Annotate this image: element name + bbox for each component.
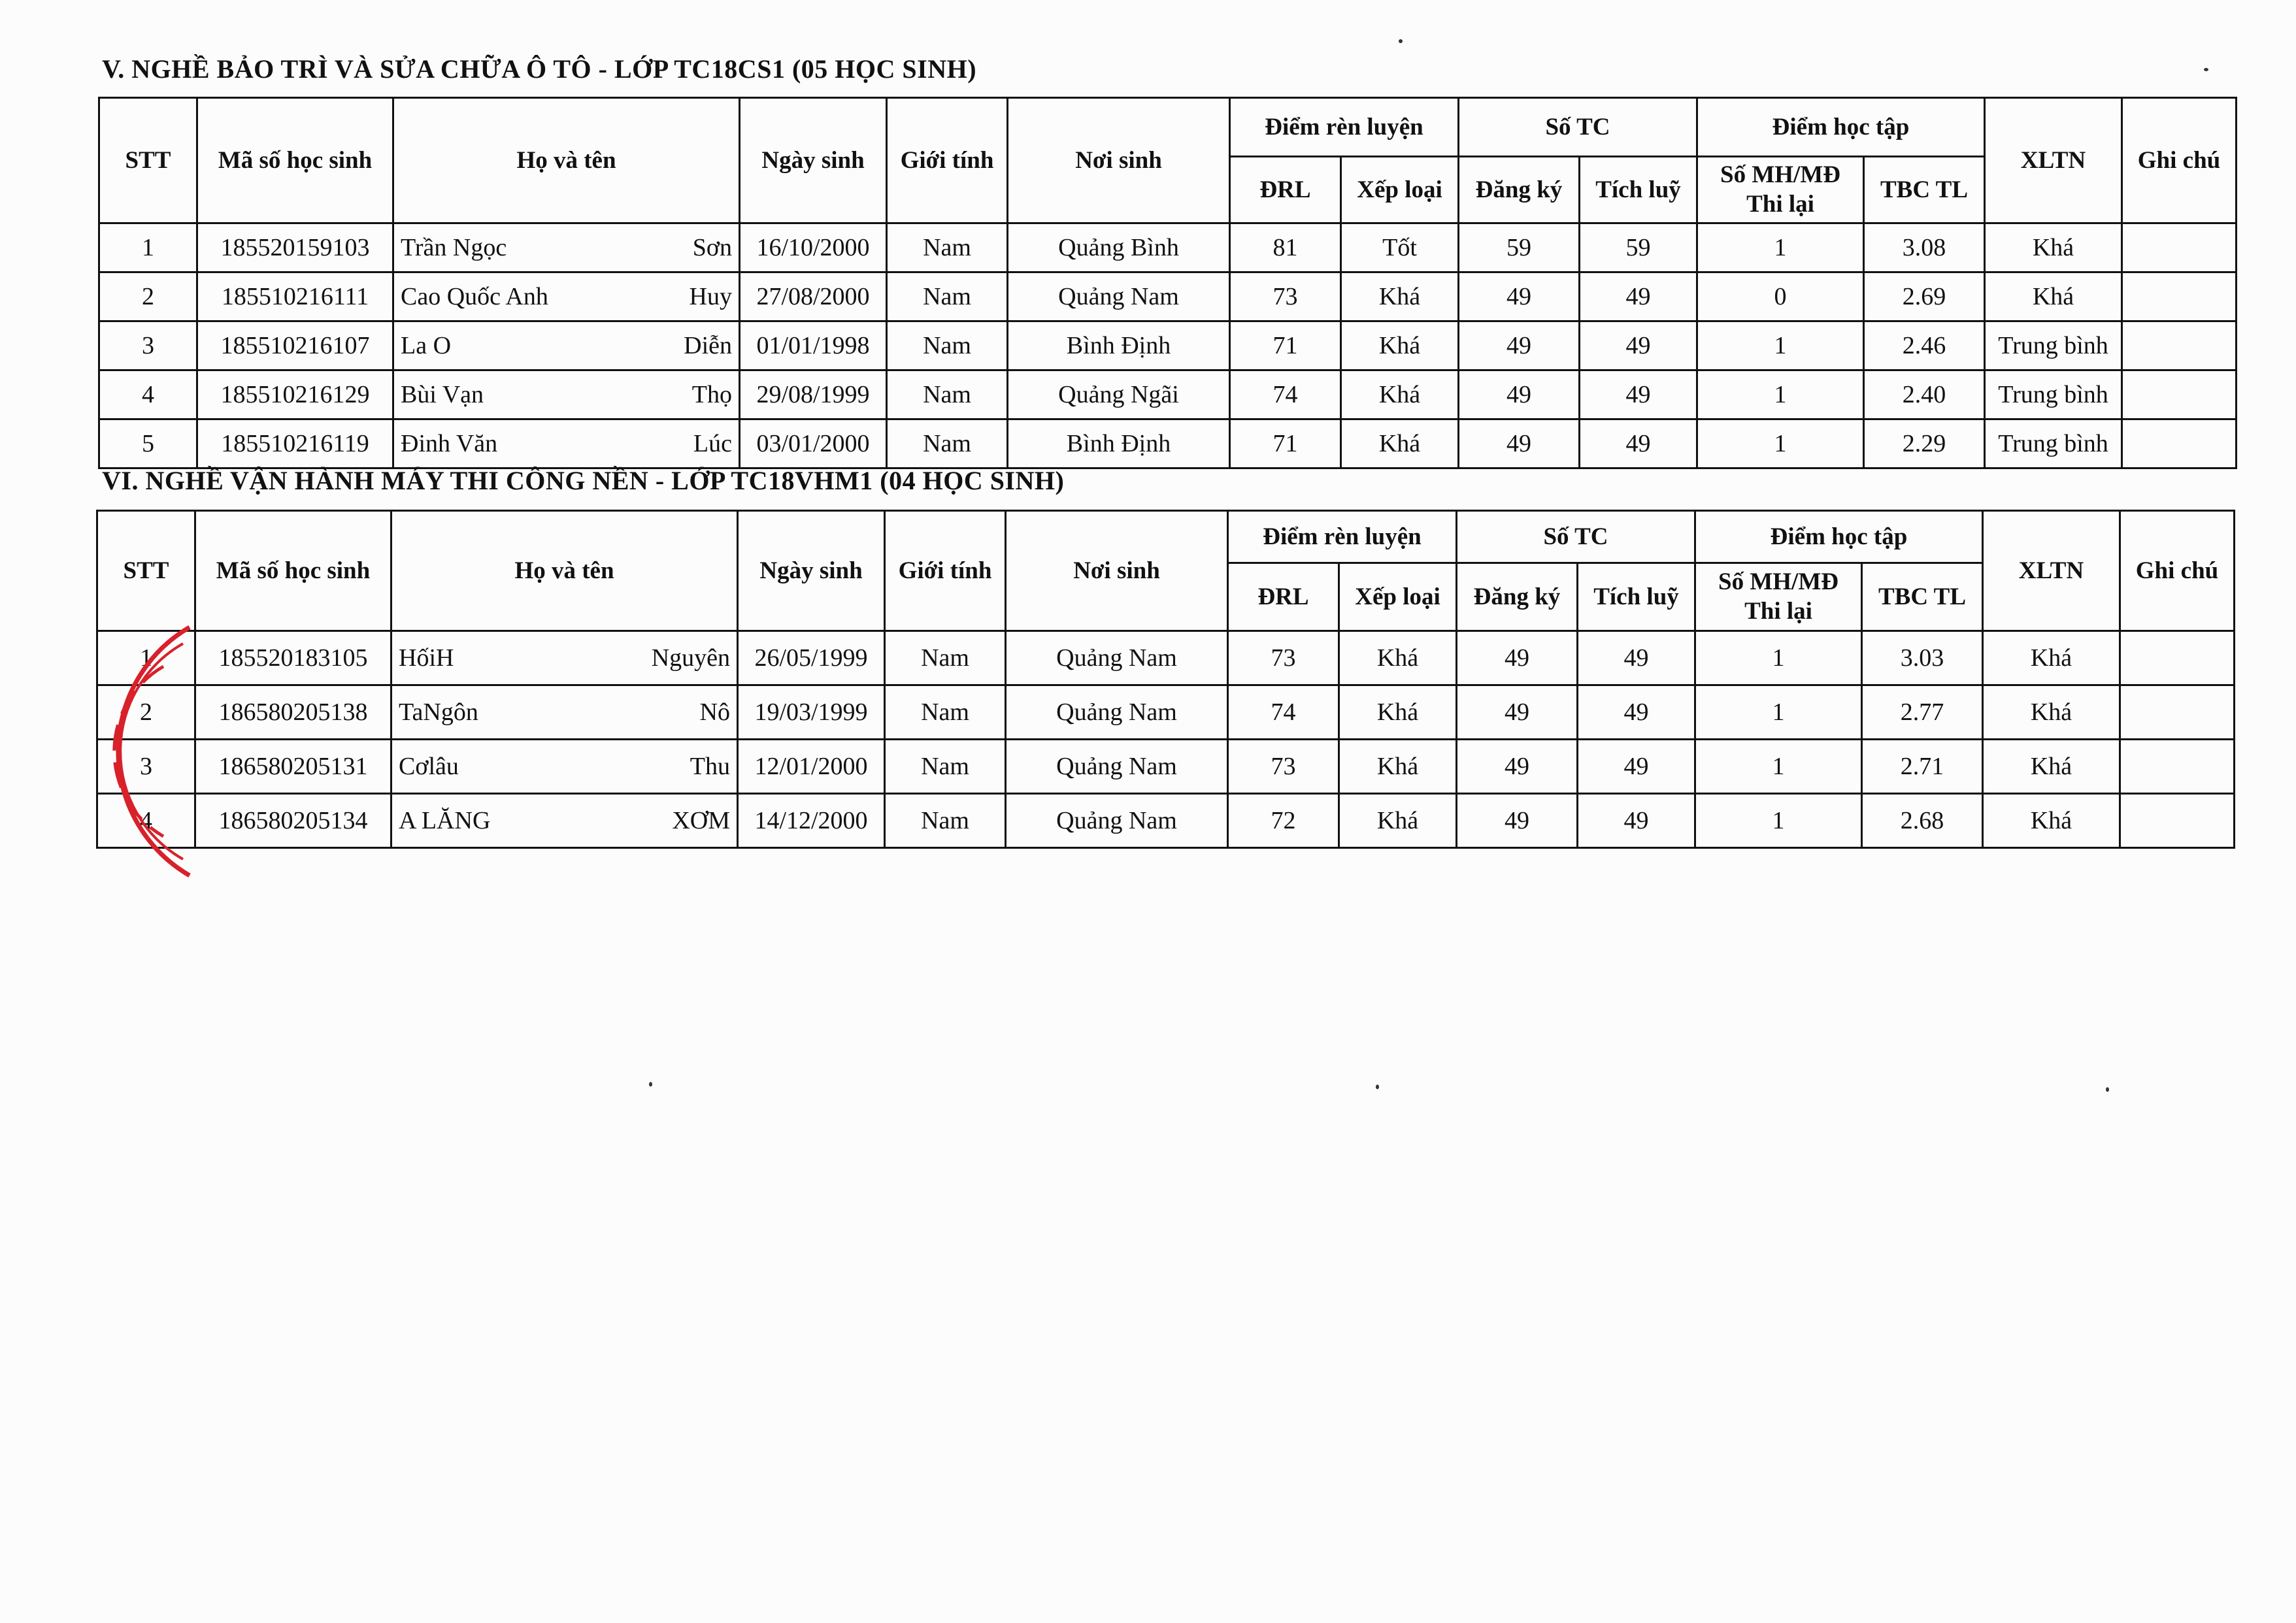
header-dob: Ngày sinh: [740, 98, 887, 223]
cell-gender: Nam: [887, 272, 1008, 321]
cell-xltn: Trung bình: [1985, 321, 2122, 370]
cell-first-name: Nô: [699, 698, 730, 726]
cell-xltn: Khá: [1985, 223, 2122, 272]
cell-retake: 1: [1697, 370, 1864, 419]
cell-reg: 49: [1459, 321, 1580, 370]
scan-speck: [1376, 1085, 1379, 1089]
cell-last-middle-name: La O: [401, 332, 452, 359]
header-xltn: XLTN: [1983, 511, 2120, 631]
cell-gender: Nam: [887, 223, 1008, 272]
cell-retake: 1: [1697, 321, 1864, 370]
cell-dob: 01/01/1998: [740, 321, 887, 370]
cell-rank: Khá: [1341, 321, 1459, 370]
cell-note: [2120, 631, 2235, 685]
section-6-title: VI. NGHỀ VẬN HÀNH MÁY THI CÔNG NỀN - LỚP TC18VHM1 (04 HỌC SINH): [102, 466, 1065, 495]
cell-stt: 1: [99, 223, 197, 272]
cell-first-name: Huy: [689, 283, 732, 310]
cell-retake: 1: [1695, 794, 1862, 848]
header-birthplace: Nơi sinh: [1008, 98, 1230, 223]
cell-gender: Nam: [885, 631, 1006, 685]
scan-speck: [1399, 39, 1403, 43]
cell-note: [2122, 321, 2237, 370]
cell-place: Quảng Nam: [1006, 631, 1228, 685]
header-dob: Ngày sinh: [738, 511, 885, 631]
cell-gpa: 2.69: [1864, 272, 1985, 321]
cell-dob: 03/01/2000: [740, 419, 887, 468]
cell-dob: 26/05/1999: [738, 631, 885, 685]
cell-last-middle-name: Cơlâu: [399, 753, 459, 780]
cell-reg: 59: [1459, 223, 1580, 272]
cell-place: Quảng Bình: [1008, 223, 1230, 272]
cell-xltn: Khá: [1983, 794, 2120, 848]
header-credits-group: Số TC: [1459, 98, 1697, 157]
cell-acc: 49: [1578, 794, 1695, 848]
cell-id: 185510216107: [197, 321, 393, 370]
cell-id: 185510216111: [197, 272, 393, 321]
cell-first-name: XƠM: [672, 807, 730, 834]
header-birthplace: Nơi sinh: [1006, 511, 1228, 631]
cell-note: [2122, 223, 2237, 272]
cell-gpa: 2.68: [1862, 794, 1983, 848]
cell-full-name: [393, 321, 740, 370]
cell-place: Quảng Nam: [1006, 794, 1228, 848]
cell-reg: 49: [1457, 631, 1578, 685]
table-row: [99, 370, 2237, 419]
cell-gpa: 2.29: [1864, 419, 1985, 468]
header-registered: Đăng ký: [1457, 563, 1578, 631]
cell-full-name: [391, 685, 738, 740]
cell-id: 186580205134: [195, 794, 391, 848]
cell-note: [2122, 272, 2237, 321]
cell-first-name: Sơn: [692, 234, 732, 261]
cell-first-name: Nguyên: [651, 644, 730, 672]
header-full-name: Họ và tên: [393, 98, 740, 223]
cell-gender: Nam: [887, 321, 1008, 370]
cell-drl: 71: [1230, 419, 1341, 468]
cell-acc: 49: [1580, 272, 1697, 321]
cell-full-name: [393, 419, 740, 468]
cell-retake: 0: [1697, 272, 1864, 321]
cell-note: [2120, 740, 2235, 794]
header-study-group: Điểm học tập: [1697, 98, 1985, 157]
cell-drl: 74: [1230, 370, 1341, 419]
cell-xltn: Trung bình: [1985, 370, 2122, 419]
cell-place: Bình Định: [1008, 321, 1230, 370]
cell-acc: 49: [1580, 370, 1697, 419]
cell-note: [2120, 794, 2235, 848]
cell-last-middle-name: Đinh Văn: [401, 430, 498, 457]
cell-gender: Nam: [885, 740, 1006, 794]
cell-retake: 1: [1695, 631, 1862, 685]
cell-gender: Nam: [887, 419, 1008, 468]
cell-dob: 29/08/1999: [740, 370, 887, 419]
cell-gpa: 2.71: [1862, 740, 1983, 794]
cell-full-name: [391, 631, 738, 685]
section-5-title: V. NGHỀ BẢO TRÌ VÀ SỬA CHỮA Ô TÔ - LỚP TC18CS1 (05 HỌC SINH): [102, 54, 977, 84]
cell-reg: 49: [1459, 419, 1580, 468]
cell-note: [2122, 370, 2237, 419]
scan-speck: [649, 1082, 652, 1087]
cell-gender: Nam: [885, 685, 1006, 740]
table-row: [99, 223, 2237, 272]
cell-dob: 14/12/2000: [738, 794, 885, 848]
header-conduct-group: Điểm rèn luyện: [1228, 511, 1457, 563]
header-xltn: XLTN: [1985, 98, 2122, 223]
cell-place: Quảng Ngãi: [1008, 370, 1230, 419]
cell-last-middle-name: Trần Ngọc: [401, 234, 507, 261]
scan-speck: [2204, 68, 2208, 71]
cell-note: [2122, 419, 2237, 468]
cell-rank: Khá: [1339, 685, 1457, 740]
cell-drl: 74: [1228, 685, 1339, 740]
cell-id: 186580205138: [195, 685, 391, 740]
table-row: [99, 419, 2237, 468]
section-6-table: [96, 510, 2235, 849]
cell-id: 185510216129: [197, 370, 393, 419]
cell-full-name: [393, 370, 740, 419]
table-row: [99, 321, 2237, 370]
table-row: [99, 272, 2237, 321]
cell-reg: 49: [1459, 272, 1580, 321]
cell-note: [2120, 685, 2235, 740]
cell-place: Quảng Nam: [1008, 272, 1230, 321]
header-student-id: Mã số học sinh: [195, 511, 391, 631]
header-drl: ĐRL: [1230, 157, 1341, 223]
cell-acc: 49: [1578, 740, 1695, 794]
cell-last-middle-name: HốiH: [399, 644, 454, 672]
cell-id: 185510216119: [197, 419, 393, 468]
cell-rank: Tốt: [1341, 223, 1459, 272]
table-row: [97, 631, 2235, 685]
cell-acc: 49: [1580, 419, 1697, 468]
cell-gender: Nam: [885, 794, 1006, 848]
cell-last-middle-name: Bùi Vạn: [401, 381, 484, 408]
header-drl: ĐRL: [1228, 563, 1339, 631]
cell-first-name: Thọ: [691, 381, 732, 408]
cell-acc: 49: [1578, 685, 1695, 740]
cell-xltn: Khá: [1983, 740, 2120, 794]
cell-drl: 73: [1228, 631, 1339, 685]
cell-first-name: Lúc: [693, 430, 732, 457]
header-gender: Giới tính: [885, 511, 1006, 631]
cell-xltn: Khá: [1983, 685, 2120, 740]
cell-stt: 4: [97, 794, 195, 848]
header-note: Ghi chú: [2122, 98, 2237, 223]
cell-stt: 1: [97, 631, 195, 685]
cell-rank: Khá: [1339, 740, 1457, 794]
cell-drl: 72: [1228, 794, 1339, 848]
cell-rank: Khá: [1339, 631, 1457, 685]
cell-gpa: 3.03: [1862, 631, 1983, 685]
cell-id: 185520159103: [197, 223, 393, 272]
cell-acc: 59: [1580, 223, 1697, 272]
cell-reg: 49: [1457, 740, 1578, 794]
cell-stt: 2: [97, 685, 195, 740]
cell-stt: 3: [99, 321, 197, 370]
header-retake: Số MH/MĐ Thi lại: [1695, 563, 1862, 631]
cell-rank: Khá: [1341, 272, 1459, 321]
cell-rank: Khá: [1341, 419, 1459, 468]
cell-full-name: [391, 740, 738, 794]
cell-gpa: 3.08: [1864, 223, 1985, 272]
cell-drl: 73: [1228, 740, 1339, 794]
header-study-group: Điểm học tập: [1695, 511, 1983, 563]
cell-retake: 1: [1695, 685, 1862, 740]
cell-reg: 49: [1457, 794, 1578, 848]
cell-dob: 19/03/1999: [738, 685, 885, 740]
section-6-body: [97, 631, 2235, 848]
table-row: [97, 685, 2235, 740]
cell-gpa: 2.40: [1864, 370, 1985, 419]
cell-drl: 71: [1230, 321, 1341, 370]
cell-stt: 5: [99, 419, 197, 468]
cell-retake: 1: [1695, 740, 1862, 794]
header-stt: STT: [99, 98, 197, 223]
cell-full-name: [391, 794, 738, 848]
cell-acc: 49: [1580, 321, 1697, 370]
cell-dob: 16/10/2000: [740, 223, 887, 272]
cell-full-name: [393, 272, 740, 321]
cell-retake: 1: [1697, 419, 1864, 468]
cell-place: Quảng Nam: [1006, 740, 1228, 794]
cell-place: Bình Định: [1008, 419, 1230, 468]
header-gpa: TBC TL: [1864, 157, 1985, 223]
table-row: [97, 740, 2235, 794]
cell-gpa: 2.46: [1864, 321, 1985, 370]
header-accumulated: Tích luỹ: [1578, 563, 1695, 631]
cell-retake: 1: [1697, 223, 1864, 272]
cell-xltn: Khá: [1983, 631, 2120, 685]
header-stt: STT: [97, 511, 195, 631]
section-5-table: [98, 97, 2237, 469]
cell-drl: 73: [1230, 272, 1341, 321]
scan-speck: [2106, 1087, 2109, 1092]
cell-id: 186580205131: [195, 740, 391, 794]
header-conduct-rank: Xếp loại: [1339, 563, 1457, 631]
header-gender: Giới tính: [887, 98, 1008, 223]
header-student-id: Mã số học sinh: [197, 98, 393, 223]
cell-rank: Khá: [1341, 370, 1459, 419]
cell-stt: 3: [97, 740, 195, 794]
cell-place: Quảng Nam: [1006, 685, 1228, 740]
cell-xltn: Trung bình: [1985, 419, 2122, 468]
cell-reg: 49: [1459, 370, 1580, 419]
cell-last-middle-name: A LĂNG: [399, 807, 491, 834]
header-accumulated: Tích luỹ: [1580, 157, 1697, 223]
cell-first-name: Thu: [690, 753, 730, 780]
cell-rank: Khá: [1339, 794, 1457, 848]
cell-full-name: [393, 223, 740, 272]
cell-drl: 81: [1230, 223, 1341, 272]
header-registered: Đăng ký: [1459, 157, 1580, 223]
cell-gpa: 2.77: [1862, 685, 1983, 740]
cell-gender: Nam: [887, 370, 1008, 419]
cell-first-name: Diễn: [684, 332, 732, 359]
cell-xltn: Khá: [1985, 272, 2122, 321]
cell-reg: 49: [1457, 685, 1578, 740]
header-retake: Số MH/MĐ Thi lại: [1697, 157, 1864, 223]
table-row: [97, 794, 2235, 848]
header-credits-group: Số TC: [1457, 511, 1695, 563]
cell-id: 185520183105: [195, 631, 391, 685]
cell-stt: 2: [99, 272, 197, 321]
header-conduct-rank: Xếp loại: [1341, 157, 1459, 223]
cell-stt: 4: [99, 370, 197, 419]
header-note: Ghi chú: [2120, 511, 2235, 631]
cell-last-middle-name: Cao Quốc Anh: [401, 283, 548, 310]
cell-dob: 27/08/2000: [740, 272, 887, 321]
section-5-body: [99, 223, 2237, 468]
header-conduct-group: Điểm rèn luyện: [1230, 98, 1459, 157]
cell-acc: 49: [1578, 631, 1695, 685]
cell-dob: 12/01/2000: [738, 740, 885, 794]
cell-last-middle-name: TaNgôn: [399, 698, 478, 726]
header-gpa: TBC TL: [1862, 563, 1983, 631]
header-full-name: Họ và tên: [391, 511, 738, 631]
